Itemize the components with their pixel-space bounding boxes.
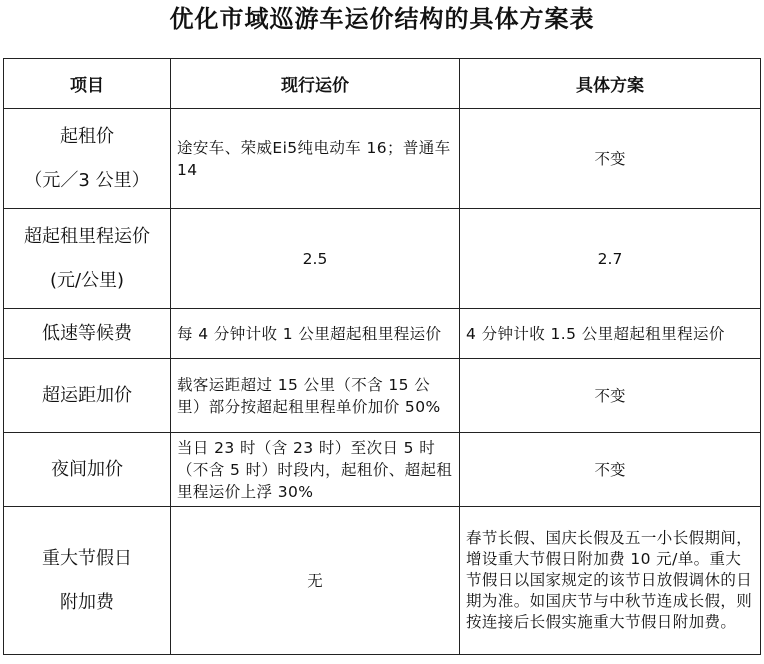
row-current: 2.5 xyxy=(171,209,460,309)
table-row xyxy=(4,309,761,359)
row-plan: 不变 xyxy=(460,433,761,507)
row-current: 每 4 分钟计收 1 公里超起租里程运价 xyxy=(171,309,460,359)
row-current: 载客运距超过 15 公里（不含 15 公里）部分按超起租里程单价加价 50% xyxy=(171,359,460,433)
table-header-row xyxy=(4,59,761,109)
row-item xyxy=(4,507,171,655)
row-item-line: 起租价 xyxy=(60,125,114,147)
row-current: 当日 23 时（含 23 时）至次日 5 时（不含 5 时）时段内，起租价、超起租里程运价上浮 30% xyxy=(171,433,460,507)
row-item xyxy=(4,433,171,507)
row-plan: 不变 xyxy=(460,359,761,433)
row-item-line: 超起租里程运价 xyxy=(24,225,150,247)
row-current: 途安车、荣威Ei5纯电动车 16；普通车 14 xyxy=(171,109,460,209)
table-row xyxy=(4,507,761,655)
row-item xyxy=(4,209,171,309)
row-plan: 4 分钟计收 1.5 公里超起租里程运价 xyxy=(460,309,761,359)
row-current: 无 xyxy=(171,507,460,655)
table-row xyxy=(4,209,761,309)
row-item xyxy=(4,109,171,209)
header-plan: 具体方案 xyxy=(460,59,761,109)
header-current: 现行运价 xyxy=(171,59,460,109)
row-item-line: 低速等候费 xyxy=(42,322,132,344)
table-row xyxy=(4,359,761,433)
table-row xyxy=(4,433,761,507)
row-item-line: （元／3 公里） xyxy=(24,169,150,191)
row-plan: 不变 xyxy=(460,109,761,209)
row-item-line: 超运距加价 xyxy=(42,384,132,406)
row-item-line: (元/公里) xyxy=(49,269,125,291)
row-plan: 2.7 xyxy=(460,209,761,309)
row-item xyxy=(4,359,171,433)
table-row xyxy=(4,109,761,209)
row-plan: 春节长假、国庆长假及五一小长假期间，增设重大节假日附加费 10 元/单。重大节假日以国家规定的该节日放假调休的日期为准。如国庆节与中秋节连成长假，则按连接后长假实施重大节假日附加费。 xyxy=(460,507,761,655)
row-item-line: 附加费 xyxy=(60,591,114,613)
row-item xyxy=(4,309,171,359)
page-title: 优化市域巡游车运价结构的具体方案表 xyxy=(169,5,595,33)
fare-table xyxy=(3,58,761,655)
header-item: 项目 xyxy=(4,59,171,109)
row-item-line: 重大节假日 xyxy=(42,547,132,569)
row-item-line: 夜间加价 xyxy=(51,458,123,480)
